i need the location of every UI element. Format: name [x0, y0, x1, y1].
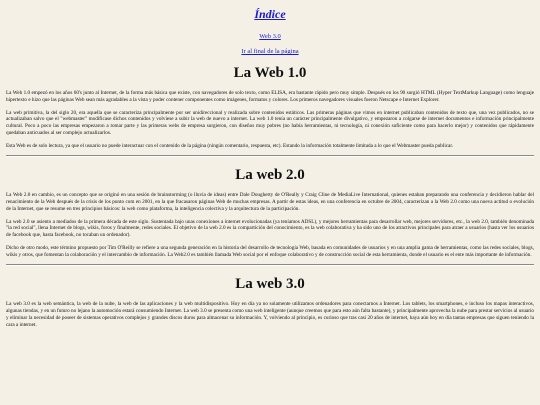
section-web-2 [6, 168, 534, 266]
paragraph: La Web 2.0 en cambio, es un concepto que se originó en una sesión de brainstorming (o lluvia de ideas) entre Dale Dougherty de O'Really y Craig Cline de MediaLive International, quienes estaban preparando una conferencia y decidieron hablar del renacimiento de la Web después de la crisis de los punto com en 2001, en la que fracasaron páginas Web de muchas empresas. A partir de estas ideas, en una conferencia en octubre de 2004, caracterizan a la Web 2.0 como una nueva actitud o evolución de la Internet, que se resume en tres principios básicos: la web como plataforma, la inteligencia colectiva y la arquitectura de la participación. [6, 192, 534, 212]
section-web-3 [6, 277, 534, 328]
paragraph: Esta Web es de solo lectura, ya que el usuario no puede interactuar con el contenido de la página (ningún comentario, respuesta, etc). Estando la información totalmente limitada a lo que el Webmaster pueda publicar. [6, 142, 454, 149]
paragraph: La web 2.0 se asiento a mediados de la primera década de este siglo. Sustentada bajo unas conexiones a internet evolucionadas (ya teníamos ADSL), y mejores herramientas para desarrollar web, mejores servidores, etc., la web 2.0, también denominada "la red social", llena Internet de blogs, wikis, foros y finalmente, redes sociales. El objetivo de la web 2.0 es la compartición del conocimiento, es la web colaborativa y ha sido uno de los atractivos principales para atraer a usuarios (hasta ver los usuarios de facebook que, hasta facebook, no tocaban un ordenador). [6, 218, 534, 238]
section-title-web-1: La Web 1.0 [233, 65, 307, 81]
paragraph: Dicho de otro modo, este término propuesto por Tim O'Reilly se refiere a una segunda generación en la historia del desarrollo de tecnología Web, basada en comunidades de usuarios y en una amplia gama de herramientas, como las redes sociales, blogs, wikis y otros, que fomentan la colaboración y el intercambio de información. La Web2.0 es también llamada Web social por el enfoque colaborativo y de construcción social de esta herramienta, donde el usuario es el ente más importante de información. [6, 244, 534, 258]
index-title-link[interactable]: Índice [254, 7, 286, 21]
nav-link-web-3[interactable]: Web 3.0 [259, 33, 281, 40]
section-web-1 [6, 66, 534, 157]
paragraph: La Web 1.0 empezó en los años 60's junto al Internet, de la forma más básica que existe, con navegadores de solo texto, como ELISA, era bastante rápido pero muy simple. Después en los 90 surgió HTML (Hyper TextMarkup Language) como lenguaje hipertexto e hizo que las páginas Web sean más agradables a la vista y poder contener componentes como imágenes, formatos y colores. Los primeros navegadores visuales fueron Netscape e Internet Explorer. [6, 90, 534, 103]
nav-link-end-of-page[interactable]: Ir al final de la página [241, 48, 299, 55]
paragraph: La web 3.0 es la web semántica, la web de la nube, la web de las aplicaciones y la web multidispositivo. Hoy en día ya no solamente utilizamos ordenadores para conectarnos a Internet. Los tablets, los smartphones, e incluso los mapas interactivos, algunas tiendas, y en un futuro no lejano la automoción estará consumiendo Internet. La web 3.0 se presenta como una web inteligente (aunque creemos que para esto aún falta bastante), y principalmente aprovecha la nube para prestar servicios al usuario y eliminar la necesidad de poseer de sistemas operativos complejos y grandes discos duros para almacenar su información. Y, volviendo al principio, es curioso que tras casi 20 años de internet, haya aún hoy en día tantas empresas que siguen teniendo la cara a internet. [6, 301, 534, 328]
paragraph: La web primitiva, la del siglo 20, era aquella que se caracteriza principalmente por ser unidireccional y realizada sobre contenidos estáticos. Las primeras páginas que vimos en internet publicaban contenidos de texto que, una vez publicados, no se actualizaban salvo que el "webmaster" modificase dichos contenidos y volviese a subir la web de nuevo a internet. La web 1.0 tenía un carácter principalmente divulgativo, y empezaron a colgarse de internet documentos e información principalmente cultural. Poco a poco las empresas empezaron a tomar parte y las primeras webs de empresa surgieron, con diseños muy pobres (no había herramientas, ni tecnología, ni conexión suficiente como para hacerlo mejor) y contenidos que rápidamente quedaban anticuados al ser complejo actualizarlos. [6, 109, 534, 136]
page-header [6, 4, 534, 55]
section-title-web-2: La web 2.0 [235, 167, 305, 184]
section-divider [6, 264, 534, 266]
section-title-web-3: La web 3.0 [235, 276, 305, 293]
section-divider [6, 155, 534, 157]
